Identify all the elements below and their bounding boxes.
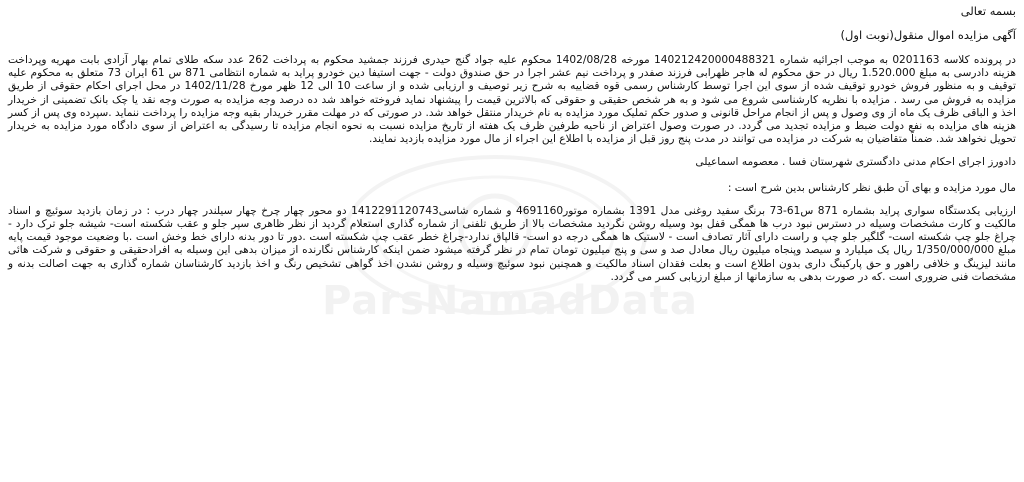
basmala-heading: بسمه تعالی <box>960 4 1016 18</box>
valuation-paragraph: ارزیابی یکدستگاه سواری پراید بشماره 871 س61-73 برنگ سفید روغنی مدل 1391 بشماره موتور4691160 و شماره شاسی1412291120743 دو محور چهار چرخ چهار سیلندر چهار درب : در زمان بازدید سوئیچ و اسناد مالکیت و کارت مشخصات وسیله در دسترس نبود درب ها همگی قفل بود وسیله روشن نگردید مشخصات بالا از طریق تلفنی از شماره گذاری استعلام گردید از نظر ظاهری سپر جلو و عقب شکسته است- شیشه جلو ترک دارد - چراغ جلو چپ شکسته است- گلگیر جلو چپ و راست دارای آثار تصادف است - لاستیک ها همگی درجه دو است- قالپاق ندارد-چراغ خطر عقب چپ شکسته است .دور تا دور بدنه دارای خط وخش است .با وضعیت موجود قیمت پایه مبلغ 1/350/000/000 ریال یک میلیارد و سیصد وپنجاه میلیون ریال معادل صد و سی و پنج میلیون تومان تمام در نظر گرفته میشود ضمن اینکه کارشناس نگارنده از میزان بدهی این وسیله به افرادحقیقی و حقوقی و شرکت هائی مانند لیزینگ و خلافی راهور و حق پارکینگ داری بدون اطلاع است و بعلت فقدان اسناد مالکیت و همچنین نبود سوئیچ وسیله و روشن نشدن اخذ گواهی تشخیص رنگ و اخذ بازدید کارشناسان شماره گذاری به جهت اصالت بدنه و مشخصات فنی ضروری است .که در صورت بدهی به سازمانها از مبلغ ارزیابی کسر می گردد. <box>8 204 1016 283</box>
signature-line: دادورز اجرای احکام مدنی دادگستری شهرستان فسا . معصومه اسماعیلی <box>695 156 1016 169</box>
valuation-intro: مال مورد مزایده و بهای آن طبق نظر کارشناس بدین شرح است : <box>727 181 1016 194</box>
announcement-page <box>8 4 1016 478</box>
watermark-text: ParsNamadData <box>322 278 698 324</box>
announcement-title: آگهی مزایده اموال منقول(نوبت اول) <box>840 28 1016 42</box>
auction-details-paragraph: در پرونده کلاسه 0201163 به موجب اجرائیه شماره 140212420000488321 مورخه 1402/08/28 محکوم علیه جواد گنج حیدری فرزند جمشید محکوم به پرداخت 262 عدد سکه طلای تمام بهار آزادی بابت مهریه وپرداخت هزینه دادرسی به مبلغ 1.520.000 ریال در حق محکوم له هاجر ظهرابی فرزند صفدر و پرداخت نیم عشر اجرا در حق صندوق دولت - جهت استیفا دین خودرو پراید به شماره انتظامی 871 س 61 ایران 73 متعلق به محکوم علیه توقیف و به منظور فروش خودرو توقیف شده از سوی این اجرا توسط کارشناس رسمی قوه قضاییه به شرح زیر توصیف و ارزیابی شده و از ساعت 10 الی 12 ظهر مورخ 1402/11/28 در محل اجرای احکام حقوقی از طریق مزایده به فروش می رسد . مزایده با نظریه کارشناسی شروع می شود و به هر شخص حقیقی و حقوقی که بالاترین قیمت را پیشنهاد نماید فروخته خواهد شد ده درصد وجه مزایده به صورت وجه نقد یا چک بانک تضمینی از خریدار اخذ و الباقی ظرف یک ماه از وی وصول و پس از انجام مراحل قانونی و صدور حکم تملیک مورد مزایده به نام خریدار منتقل خواهد شد. در صورتی که در مهلت مقرر خریدار بقیه وجه مزایده را پرداخت ننماید .سپرده وی پس از کسر هزینه های مزایده به نفع دولت ضبط و مزایده تجدید می گردد. در صورت وصول اعتراض از ناحیه طرفین ظرف یک هفته از تاریخ مزایده نسبت به نحوه انجام مزایده تا رسیدگی به اعتراض از سوی دادگاه مورد مزایده به خریدار تحویل نخواهد شد. ضمناً متقاضیان به شرکت در مزایده می توانند در مدت پنج روز قبل از مزایده با اطلاع این اجراء از مال مورد مزایده بازدید نمایند. <box>8 54 1016 146</box>
